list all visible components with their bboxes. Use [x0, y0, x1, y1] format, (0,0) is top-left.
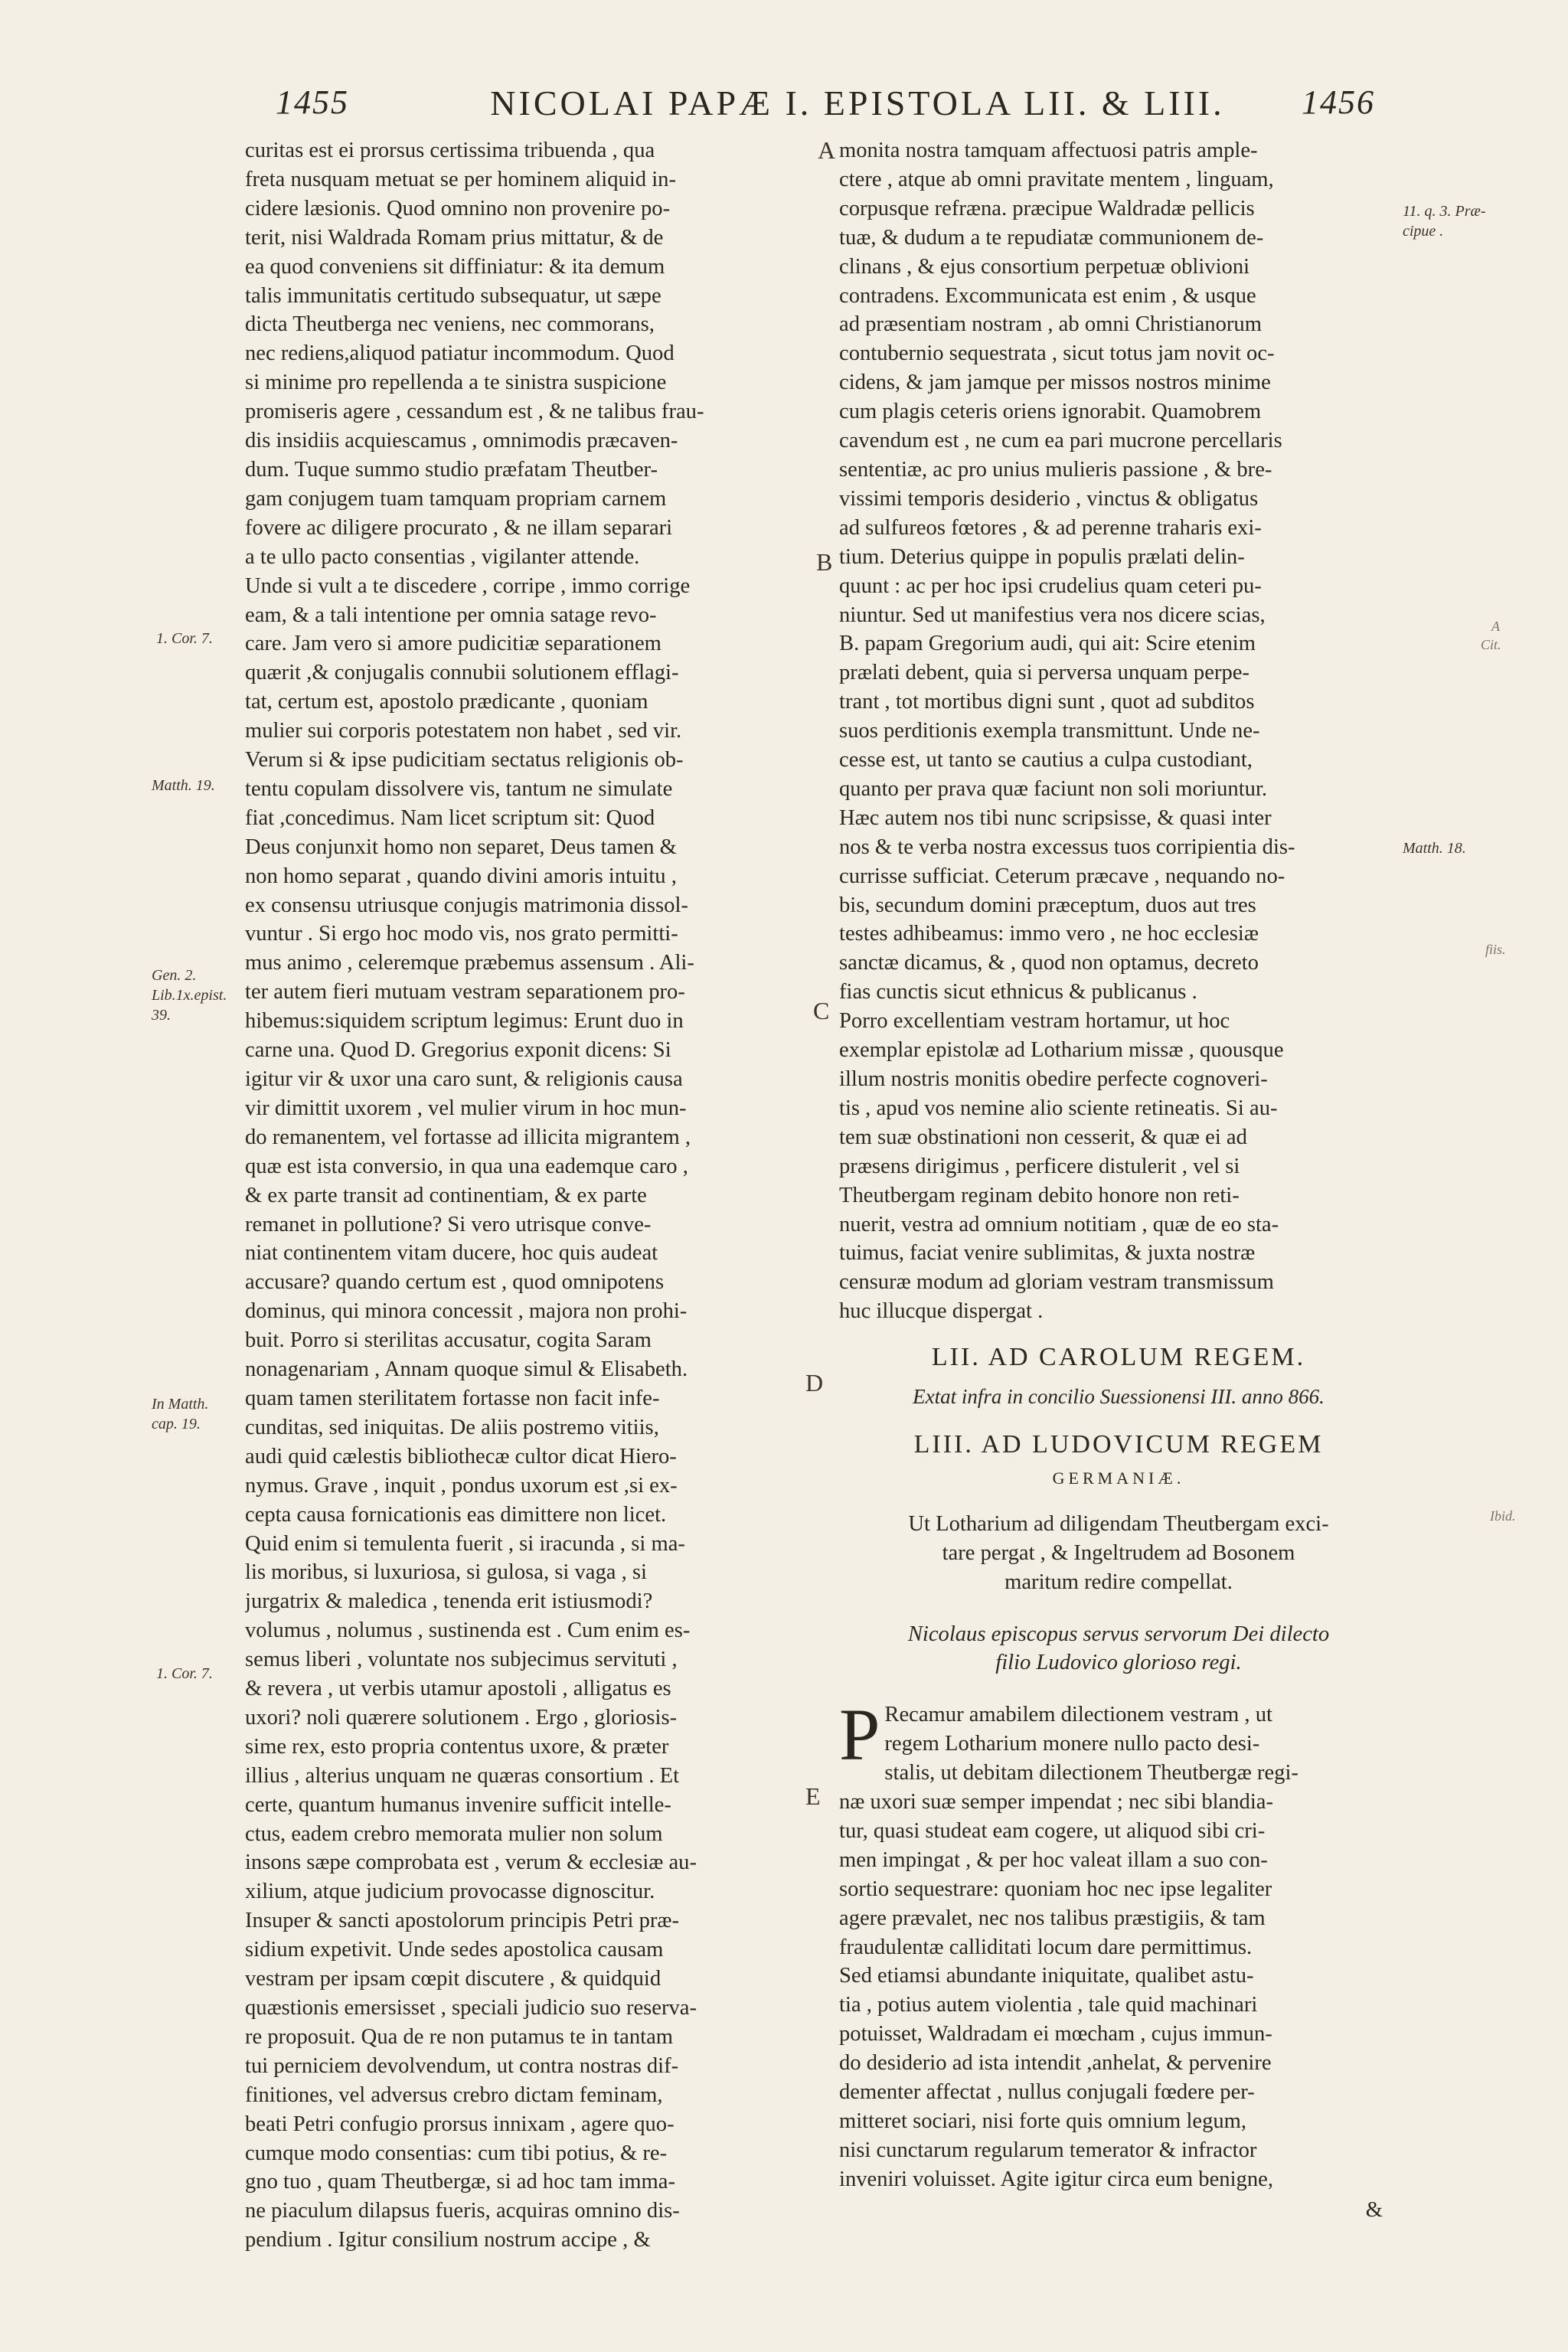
text-line: terit, nisi Waldrada Romam prius mittatur, & de	[245, 225, 664, 250]
text-line: ctere , atque ab omni pravitate mentem , linguam,	[839, 167, 1274, 191]
text-line: Sed etiamsi abundante iniquitate, qualibet astu-	[839, 1964, 1254, 1988]
lii-note: Extat infra in concilio Suessionensi III. anno 866.	[913, 1385, 1325, 1409]
text-line: si minime pro repellenda a te sinistra suspicione	[245, 371, 667, 395]
text-line: Deus conjunxit homo non separet, Deus tamen &	[245, 835, 677, 859]
margin-note-39: 39.	[152, 1007, 171, 1024]
text-line: certe, quantum humanus invenire sufficit intelle-	[245, 1792, 671, 1817]
text-line: sanctæ dicamus, & , quod non optamus, decreto	[839, 951, 1259, 975]
text-line: quam tamen sterilitatem fortasse non facit infe-	[245, 1386, 660, 1410]
text-line: remanet in pollutione? Si vero utrisque conve-	[245, 1212, 652, 1236]
text-line: gno tuo , quam Theutbergæ, si ad hoc tam imma-	[245, 2170, 675, 2194]
margin-note-matth18: Matth. 18.	[1403, 840, 1466, 857]
text-line: mus animo , celeremque præbemus assensum . Ali-	[245, 951, 694, 975]
text-line: Unde si vult a te discedere , corripe , immo corrige	[245, 573, 691, 598]
text-line: dicta Theutberga nec veniens, nec commorans,	[245, 312, 655, 337]
text-line: prælati debent, quia si perversa unquam perpe-	[839, 661, 1250, 685]
summary-line: Ut Lotharium ad diligendam Theutbergam exci-	[908, 1511, 1329, 1536]
margin-note-cap19: cap. 19.	[152, 1416, 201, 1432]
drop-cap: P	[839, 1694, 880, 1776]
text-line: tuæ, & dudum a te repudiatæ communionem de-	[839, 225, 1264, 250]
text-line: ex consensu utriusque conjugis matrimonia dissol-	[245, 893, 688, 917]
text-line: clinans , & ejus consortium perpetuæ oblivioni	[839, 254, 1250, 279]
text-line: non homo separat , quando divini amoris intuitu ,	[245, 864, 677, 888]
text-line: quæstionis emersisset , speciali judicio suo reserva-	[245, 1996, 697, 2020]
text-line: pendium . Igitur consilium nostrum accipe , &	[245, 2228, 651, 2252]
text-line: finitiones, vel adversus crebro dictam feminam,	[245, 2082, 663, 2107]
text-line: censuræ modum ad gloriam vestram transmissum	[839, 1270, 1274, 1295]
text-line: tui perniciem devolvendum, ut contra nostras dif-	[245, 2053, 679, 2078]
text-line: uxori? noli quærere solutionem . Ergo , gloriosis-	[245, 1705, 678, 1730]
text-line: nonagenariam , Annam quoque simul & Elisabeth.	[245, 1357, 688, 1382]
text-line: re proposuit. Qua de re non putamus te in tantam	[245, 2024, 674, 2049]
catchword: &	[1365, 2197, 1383, 2222]
text-line: care. Jam vero si amore pudicitiæ separationem	[245, 632, 662, 656]
text-line: corpusque refræna. præcipue Waldradæ pellicis	[839, 196, 1255, 220]
section-letter-b: B	[816, 548, 833, 576]
text-line: niat continentem vitam ducere, hoc quis audeat	[245, 1241, 658, 1266]
section-letter-a: A	[818, 136, 836, 164]
text-line: promiseris agere , cessandum est , & ne talibus frau-	[245, 400, 704, 424]
text-line: tem suæ obstinationi non cesserit, & quæ ei ad	[839, 1125, 1247, 1149]
epistle-lii-continuation	[839, 136, 1398, 1326]
text-line: insons sæpe comprobata est , verum & ecclesiæ au-	[245, 1851, 697, 1875]
text-line: ctus, eadem crebro memorata mulier non solum	[245, 1821, 663, 1846]
text-line: mitteret sociari, nisi forte quis omnium legum,	[839, 2109, 1247, 2133]
right-text-column	[839, 136, 1398, 2225]
text-line: do desiderio ad ista intendit ,anhelat, & pervenire	[839, 2051, 1272, 2076]
edge-note-4: Ibid.	[1490, 1508, 1516, 1524]
text-line: xilium, atque judicium provocasse dignoscitur.	[245, 1880, 655, 1904]
text-line: dum. Tuque summo studio præfatam Theutber-	[245, 457, 658, 482]
text-line: accusare? quando certum est , quod omnipotens	[245, 1270, 665, 1295]
text-line: semus liberi , voluntate nos subjecimus servituti ,	[245, 1648, 678, 1672]
text-line: huc illucque dispergat .	[839, 1299, 1044, 1324]
margin-note-gen2: Gen. 2.	[152, 967, 197, 984]
margin-note-lib-epist: Lib.1x.epist.	[152, 987, 227, 1004]
running-title: NICOLAI PAPÆ I. EPISTOLA LII. & LIII.	[490, 83, 1225, 122]
margin-note-matth19: Matth. 19.	[152, 777, 215, 794]
text-line: cidere læsionis. Quod omnino non provenire po-	[245, 196, 671, 220]
text-line: fovere ac diligere procurato , & ne illam separari	[245, 515, 673, 540]
text-line: mulier sui corporis potestatem non habet , sed vir.	[245, 719, 682, 743]
text-line: buit. Porro si sterilitas accusatur, cogita Saram	[245, 1328, 652, 1353]
text-line: illius , alterius unquam ne quæras consortium . Et	[245, 1763, 680, 1788]
text-line: vestram per ipsam cœpit discutere , & quidquid	[245, 1967, 662, 1991]
text-line: & ex parte transit ad continentiam, & ex parte	[245, 1183, 647, 1207]
liii-body	[839, 1694, 1398, 2194]
text-line: exemplar epistolæ ad Lotharium missæ , quousque	[839, 1038, 1284, 1063]
margin-note-1cor7-second: 1. Cor. 7.	[156, 1665, 213, 1682]
text-line: fraudulentæ calliditati locum dare permittimus.	[839, 1935, 1253, 1959]
text-line: Recamur amabilem dilectionem vestram , ut	[884, 1703, 1272, 1727]
text-line: men impingat , & per hoc valeat illam a suo con-	[839, 1847, 1268, 1872]
text-line: currisse sufficiat. Ceterum præcave , nequando no-	[839, 864, 1285, 888]
liii-salutation	[839, 1620, 1398, 1678]
heading-liii: LIII. AD LUDOVICUM REGEM	[913, 1429, 1324, 1459]
text-line: hibemus:siquidem scriptum legimus: Erunt duo in	[245, 1009, 684, 1034]
text-line: monita nostra tamquam affectuosi patris ample-	[839, 139, 1258, 162]
text-line: curitas est ei prorsus certissima tribuenda , qua	[245, 139, 655, 162]
text-line: jurgatrix & maledica , tenenda erit istiusmodi?	[245, 1589, 653, 1614]
text-line: beati Petri confugio prorsus innixam , agere quo-	[245, 2112, 675, 2136]
margin-note-praecipue: cipue .	[1403, 223, 1444, 240]
text-line: quunt : ac per hoc ipsi crudelius quam ceteri pu-	[839, 573, 1262, 598]
text-line: fias cunctis sicut ethnicus & publicanus .	[839, 980, 1197, 1004]
text-line: cunditas, sed iniquitas. De aliis postremo vitiis,	[245, 1415, 659, 1439]
text-line: cum plagis ceteris oriens ignorabit. Quamobrem	[839, 400, 1262, 424]
text-line: quæ est ista conversio, in qua una eademque caro ,	[245, 1154, 688, 1178]
text-line: do remanentem, vel fortasse ad illicita migrantem ,	[245, 1125, 691, 1149]
text-line: Hæc autem nos tibi nunc scripsisse, & quasi inter	[839, 805, 1272, 830]
text-line: tat, certum est, apostolo prædicante , quoniam	[245, 690, 648, 714]
text-line: Porro excellentiam vestram hortamur, ut hoc	[839, 1009, 1230, 1034]
text-line: bis, secundum domini præceptum, duos aut tres	[839, 893, 1256, 917]
text-line: Theutbergam reginam debito honore non reti-	[839, 1183, 1240, 1207]
text-line: gam conjugem tuam tamquam propriam carnem	[245, 486, 667, 511]
text-line: carne una. Quod D. Gregorius exponit dicens: Si	[245, 1038, 671, 1063]
text-line: regem Lotharium monere nullo pacto desi-	[884, 1732, 1260, 1756]
text-line: igitur vir & uxor una caro sunt, & religionis causa	[245, 1067, 683, 1091]
text-line: Insuper & sancti apostolorum principis Petri præ-	[245, 1909, 680, 1933]
text-line: volumus , nolumus , sustinenda est . Cum enim es-	[245, 1619, 691, 1643]
text-line: ne piaculum dilapsus fueris, acquiras omnino dis-	[245, 2199, 680, 2223]
summary-line: tare pergat , & Ingeltrudem ad Bosonem	[942, 1540, 1295, 1565]
edge-note-1: A	[1491, 619, 1500, 634]
text-line: stalis, ut debitam dilectionem Theutbergæ regi-	[884, 1761, 1298, 1785]
right-page-number: 1456	[1302, 83, 1375, 121]
text-line: cumque modo consentias: cum tibi potius, & re-	[245, 2141, 668, 2165]
text-line: niuntur. Sed ut manifestius vera nos dicere scias,	[839, 603, 1266, 627]
text-line: audi quid cælestis bibliothecæ cultor dicat Hiero-	[245, 1444, 677, 1468]
text-line: eam, & a tali intentione per omnia satage revo-	[245, 603, 657, 627]
margin-note-in-matth: In Matth.	[152, 1396, 209, 1413]
edge-note-3: fiis.	[1485, 942, 1506, 957]
text-line: Quid enim si temulenta fuerit , si iracunda , si ma-	[245, 1531, 685, 1556]
text-line: tur, quasi studeat eam cogere, ut aliquod sibi cri-	[839, 1818, 1266, 1843]
text-line: ad præsentiam nostram , ab omni Christianorum	[839, 312, 1262, 337]
text-line: talis immunitatis certitudo subsequatur, ut sæpe	[245, 283, 662, 308]
text-line: freta nusquam metuat se per hominem aliquid in-	[245, 167, 676, 191]
margin-note-11q3: 11. q. 3. Præ-	[1403, 203, 1486, 220]
text-line: B. papam Gregorium audi, qui ait: Scire etenim	[839, 632, 1256, 656]
text-line: vissimi temporis desiderio , vinctus & obligatus	[839, 486, 1259, 511]
text-line: Verum si & ipse pudicitiam sectatus religionis ob-	[245, 748, 684, 773]
text-line: dominus, qui minora concessit , majora non prohi-	[245, 1299, 688, 1324]
text-line: nec rediens,aliquod patiatur incommodum. Quod	[245, 341, 675, 366]
text-line: illum nostris monitis obedire perfecte cognoveri-	[839, 1067, 1268, 1091]
text-line: ad sulfureos fœtores , & ad perenne traharis exi-	[839, 515, 1262, 540]
text-line: cavendum est , ne cum ea pari mucrone percellaris	[839, 429, 1282, 453]
text-line: potuisset, Waldradam ei mœcham , cujus immun-	[839, 2022, 1272, 2047]
left-page-number: 1455	[276, 83, 349, 121]
text-line: næ uxori suæ semper impendat ; nec sibi blandia-	[839, 1790, 1274, 1815]
text-line: a te ullo pacto consentias , vigilanter attende.	[245, 544, 640, 569]
margin-note-1cor7: 1. Cor. 7.	[156, 630, 213, 647]
text-line: ter autem fieri mutuam vestram separationem pro-	[245, 980, 685, 1004]
text-line: fiat ,concedimus. Nam licet scriptum sit: Quod	[245, 805, 655, 830]
text-line: tium. Deterius quippe in populis prælati delin-	[839, 544, 1245, 569]
liii-summary	[839, 1510, 1398, 1597]
text-line: lis moribus, si luxuriosa, si gulosa, si vaga , si	[245, 1560, 648, 1585]
text-line: inveniri voluisset. Agite igitur circa eum benigne,	[839, 2167, 1273, 2191]
text-line: præsens dirigimus , perficere distulerit , vel si	[839, 1154, 1240, 1178]
text-line: sententiæ, ac pro unius mulieris passione , & bre-	[839, 457, 1272, 482]
text-line: & revera , ut verbis utamur apostoli , alligatus es	[245, 1677, 671, 1701]
text-line: sime rex, esto propria contentus uxore, & præter	[245, 1734, 669, 1759]
text-line: nuerit, vestra ad omnium notitiam , quæ de eo sta-	[839, 1212, 1279, 1236]
text-line: trant , tot mortibus digni sunt , quot ad subditos	[839, 690, 1255, 714]
text-line: ea quod conveniens sit diffiniatur: & ita demum	[245, 254, 665, 279]
text-line: tia , potius autem violentia , tale quid machinari	[839, 1993, 1258, 2017]
text-line: tuimus, faciat venire sublimitas, & juxta nostræ	[839, 1241, 1256, 1266]
text-line: contradens. Excommunicata est enim , & usque	[839, 283, 1256, 308]
text-line: vuntur . Si ergo hoc modo vis, nos grato permitti-	[245, 922, 678, 946]
salutation-line: filio Ludovico glorioso regi.	[995, 1651, 1242, 1675]
text-line: tentu copulam dissolvere vis, tantum ne simulate	[245, 776, 673, 801]
section-letter-d: D	[805, 1369, 824, 1396]
salutation-line: Nicolaus episcopus servus servorum Dei dilecto	[907, 1622, 1330, 1646]
text-line: testes adhibeamus: immo vero , ne hoc ecclesiæ	[839, 922, 1259, 946]
section-letter-e: E	[805, 1782, 821, 1810]
section-letter-c: C	[813, 997, 830, 1024]
text-line: agere prævalet, nec nos talibus præstigiis, & tam	[839, 1906, 1266, 1930]
text-line: sidium expetivit. Unde sedes apostolica causam	[245, 1938, 664, 1962]
heading-lii: LII. AD CAROLUM REGEM.	[931, 1343, 1306, 1372]
text-line: cidens, & jam jamque per missos nostros minime	[839, 371, 1271, 395]
text-line: sortio sequestrare: quoniam hoc nec ipse legaliter	[839, 1877, 1272, 1901]
edge-note-2: Cit.	[1481, 637, 1501, 652]
text-line: dis insidiis acquiescamus , omnimodis præcaven-	[245, 429, 678, 453]
text-line: nisi cunctarum regularum temerator & infractor	[839, 2138, 1257, 2162]
text-line: suos perditionis exempla transmittunt. Unde ne-	[839, 719, 1260, 743]
summary-line: maritum redire compellat.	[1004, 1570, 1233, 1594]
left-text-column	[245, 136, 804, 2255]
text-line: contubernio sequestrata , sicut totus jam novit oc-	[839, 341, 1275, 366]
text-line: cepta causa fornicationis eas dimittere non licet.	[245, 1502, 667, 1527]
text-line: quanto per prava quæ faciunt non soli moriuntur.	[839, 776, 1268, 801]
text-line: nymus. Grave , inquit , pondus uxorum est ,si ex-	[245, 1473, 678, 1498]
text-line: tis , apud vos nemine alio sciente retineatis. Si au-	[839, 1096, 1278, 1120]
text-line: cesse est, ut tanto se cautius a culpa custodiant,	[839, 748, 1253, 773]
heading-liii-subtitle: GERMANIÆ.	[1052, 1468, 1185, 1488]
text-line: dementer affectat , nullus conjugali fœdere per-	[839, 2080, 1255, 2105]
text-line: nos & te verba nostra excessus tuos corripientia dis-	[839, 835, 1295, 859]
text-line: vir dimittit uxorem , vel mulier virum in hoc mun-	[245, 1096, 687, 1120]
text-line: quærit ,& conjugalis connubii solutionem efflagi-	[245, 661, 679, 685]
